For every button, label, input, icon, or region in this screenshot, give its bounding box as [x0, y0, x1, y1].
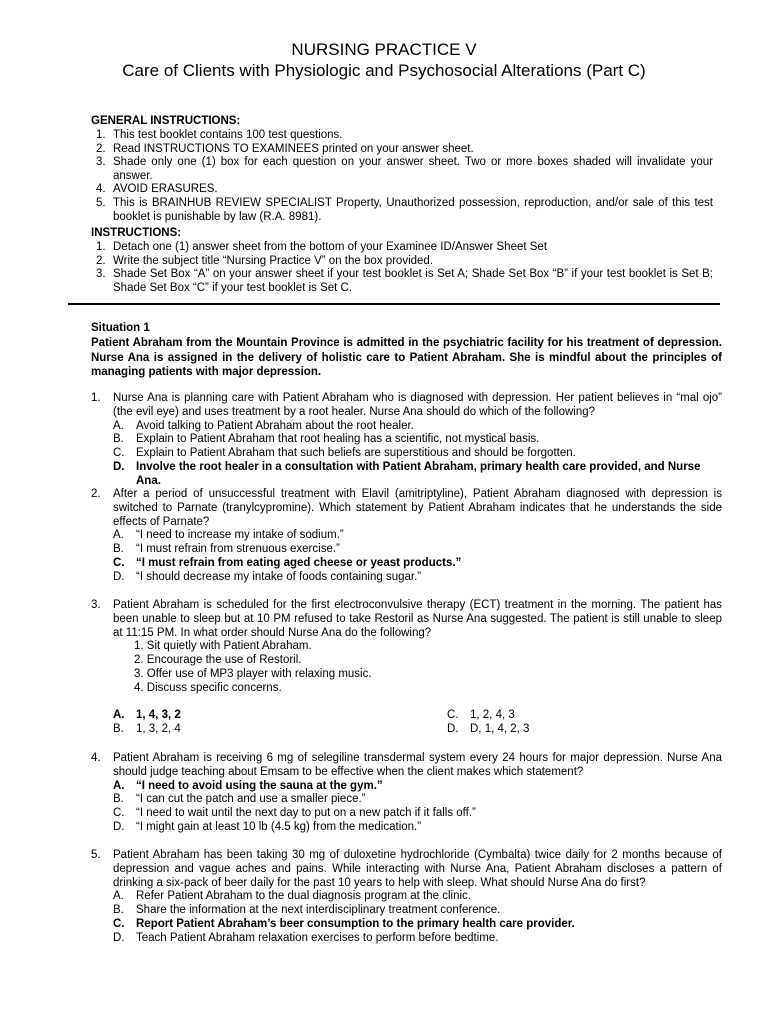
option-d: D. D, 1, 4, 2, 3	[447, 722, 530, 735]
instructions-heading: INSTRUCTIONS:	[91, 227, 182, 239]
option-d: D. “I should decrease my intake of foods containing sugar.”	[113, 570, 422, 583]
option-b: B. “I must refrain from strenuous exercise.”	[113, 543, 340, 556]
step-item: 2. Encourage the use of Restoril.	[134, 654, 302, 667]
question-stem: Patient Abraham is scheduled for the first electroconvulsive therapy (ECT) treatment in the morning. The patient has been unable to sleep but at 10 PM refused to take Restoril as Nurse Ana suggested. The patient is still unable to sleep at 11:15 PM. In what order should Nurse Ana do the following?	[113, 599, 722, 639]
instructions-list	[96, 241, 713, 295]
list-item: 3. Shade Set Box “A” on your answer sheet if your test booklet is Set A; Shade Set Box “B” if your test booklet is Set B; Shade Set Box “C” if your test booklet is Set C.	[96, 268, 713, 294]
question-3	[91, 599, 722, 737]
option-d-answer: D. Involve the root healer in a consultation with Patient Abraham, primary health care provided, and Nurse Ana.	[113, 460, 701, 487]
question-number: 4.	[91, 752, 101, 764]
list-item: 2. Read INSTRUCTIONS TO EXAMINEES printed on your answer sheet.	[96, 142, 474, 155]
question-stem: Nurse Ana is planning care with Patient Abraham who is diagnosed with depression. Her patient believes in “mal ojo” (the evil eye) and uses treatment by a root healer. Nurse Ana should do which of the following?	[113, 392, 722, 418]
option-b: B. “I can cut the patch and use a smaller piece.”	[113, 793, 366, 806]
list-item: 1. Detach one (1) answer sheet from the bottom of your Examinee ID/Answer Sheet Set	[96, 241, 548, 253]
option-c: C. “I need to wait until the next day to put on a new patch if it falls off.”	[113, 807, 476, 820]
answer-grid	[113, 709, 722, 737]
question-stem: Patient Abraham has been taking 30 mg of duloxetine hydrochloride (Cymbalta) twice daily for 2 months because of depression and vague aches and pains. While interacting with Nurse Ana, Patient Abraham discloses a pattern of drinking a six-pack of beer daily for the past 10 years to help with sleep. What should Nurse Ana do first?	[113, 849, 722, 889]
step-item: 1. Sit quietly with Patient Abraham.	[134, 640, 312, 653]
question-4	[91, 752, 722, 835]
question-number: 3.	[91, 599, 101, 611]
option-a: A. Avoid talking to Patient Abraham about the root healer.	[113, 419, 414, 432]
step-item: 3. Offer use of MP3 player with relaxing music.	[134, 667, 372, 680]
option-c: C. 1, 2, 4, 3	[447, 708, 515, 721]
exam-title: NURSING PRACTICE V	[291, 40, 477, 59]
option-d: D. Teach Patient Abraham relaxation exercises to perform before bedtime.	[113, 931, 499, 944]
option-a-answer: A. “I need to avoid using the sauna at the gym.”	[113, 779, 383, 792]
question-5	[91, 849, 722, 946]
situation-description: Patient Abraham from the Mountain Province is admitted in the psychiatric facility for his treatment of depression. Nurse Ana is assigned in the delivery of holistic care to Patient Abraham. She is mindful about the principles of managing patients with major depression.	[91, 337, 722, 378]
exam-subtitle: Care of Clients with Physiologic and Psychosocial Alterations (Part C)	[122, 61, 646, 80]
option-b: B. Share the information at the next interdisciplinary treatment conference.	[113, 904, 501, 917]
list-item: 4. AVOID ERASURES.	[96, 183, 218, 196]
list-item: 3. Shade only one (1) box for each question on your answer sheet. Two or more boxes shaded will invalidate your answer.	[96, 156, 713, 182]
situation-heading: Situation 1	[91, 322, 150, 334]
option-a: A. Refer Patient Abraham to the dual diagnosis program at the clinic.	[113, 890, 471, 903]
question-stem: Patient Abraham is receiving 6 mg of selegiline transdermal system every 24 hours for major depression. Nurse Ana should judge teaching about Emsam to be effective when the client makes which statement?	[113, 752, 722, 778]
step-item: 4. Discuss specific concerns.	[134, 681, 282, 694]
question-1	[91, 392, 722, 489]
option-b: B. 1, 3, 2, 4	[113, 722, 181, 735]
section-divider	[68, 303, 720, 305]
option-a-answer: A. 1, 4, 3, 2	[113, 708, 181, 721]
option-a: A. “I need to increase my intake of sodium.”	[113, 529, 344, 542]
option-c: C. Explain to Patient Abraham that such beliefs are superstitious and should be forgotten.	[113, 447, 576, 460]
option-d: D. “I might gain at least 10 lb (4.5 kg) from the medication.”	[113, 820, 422, 833]
question-2	[91, 488, 722, 585]
option-c-answer: C. “I must refrain from eating aged cheese or yeast products.”	[113, 556, 462, 569]
question-number: 2.	[91, 488, 101, 500]
list-item: 1. This test booklet contains 100 test questions.	[96, 129, 343, 141]
list-item: 5. This is BRAINHUB REVIEW SPECIALIST Property, Unauthorized possession, reproduction, and/or sale of this test booklet is punishable by law (R.A. 8981).	[96, 196, 713, 223]
general-instructions-heading: GENERAL INSTRUCTIONS:	[91, 115, 241, 127]
question-stem: After a period of unsuccessful treatment with Elavil (amitriptyline), Patient Abraham diagnosed with depression is switched to Parnate (tranylcypromine). Which statement by Patient Abraham indicates that he understands the side effects of Parnate?	[113, 488, 722, 528]
option-b: B. Explain to Patient Abraham that root healing has a scientific, not mystical basis.	[113, 433, 540, 446]
question-number: 1.	[91, 392, 101, 404]
question-number: 5.	[91, 849, 101, 861]
list-item: 2. Write the subject title “Nursing Practice V” on the box provided.	[96, 254, 434, 267]
general-instructions-list	[96, 129, 713, 224]
option-c-answer: C. Report Patient Abraham’s beer consumption to the primary health care provider.	[113, 917, 575, 930]
